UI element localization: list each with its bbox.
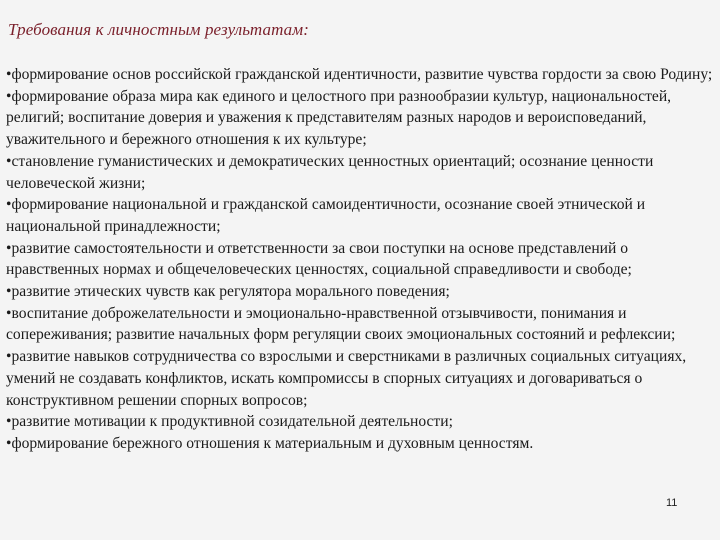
list-item-text: формирование основ российской гражданской идентичности, развитие чувства гордости за свою Родину; xyxy=(11,66,713,83)
list-item-text: развитие самостоятельности и ответственности за свои поступки на основе представлений о нравственных нормах и общечеловеческих ценностях, социальной справедливости и свободе; xyxy=(6,239,632,279)
bullet-icon: • xyxy=(6,413,12,431)
list-item-text: формирование образа мира как единого и целостного при разнообразии культур, национальностей, религий; воспитание доверия и уважения к представителям разных народов и вероисповеданий, уважительного и бережного отношения к их культуре; xyxy=(6,87,672,149)
bullet-icon: • xyxy=(6,304,12,322)
list-item xyxy=(6,238,714,281)
list-item xyxy=(6,281,714,303)
list-item xyxy=(6,433,714,455)
list-item xyxy=(6,346,714,411)
list-item xyxy=(6,411,714,433)
list-item-text: формирование бережного отношения к материальным и духовным ценностям. xyxy=(11,434,534,452)
list-item-text: развитие этических чувств как регулятора морального поведения; xyxy=(11,283,450,301)
bullet-icon: • xyxy=(6,283,12,301)
bullet-icon: • xyxy=(6,239,12,257)
bullet-icon: • xyxy=(6,348,12,366)
bullet-icon: • xyxy=(6,152,12,170)
list-item-text: развитие мотивации к продуктивной созидательной деятельности; xyxy=(11,413,453,431)
list-item-text: формирование национальной и гражданской самоидентичности, осознание своей этнической и национальной принадлежности; xyxy=(6,196,646,235)
list-item-text: становление гуманистических и демократических ценностных ориентаций; осознание ценности человеческой жизни; xyxy=(6,152,654,192)
list-item xyxy=(6,151,714,194)
requirements-list xyxy=(6,64,714,455)
slide-title: Требования к личностным результатам: xyxy=(8,20,309,39)
page-number: 11 xyxy=(666,497,678,509)
list-item xyxy=(6,194,714,237)
bullet-icon: • xyxy=(6,66,12,83)
list-item xyxy=(6,303,714,346)
list-item-text: развитие навыков сотрудничества со взрослыми и сверстниками в различных социальных ситуациях, умений не создавать конфликтов, искать компромиссы в спорных ситуациях и договариваться о конструктивном решении спорных вопросов; xyxy=(6,348,687,409)
list-item xyxy=(6,86,714,151)
bullet-icon: • xyxy=(6,434,12,452)
list-item-text: воспитание доброжелательности и эмоционально-нравственной отзывчивости, понимания и сопереживания; развитие начальных форм регуляции своих эмоциональных состояний и рефлексии; xyxy=(6,304,676,344)
bullet-icon: • xyxy=(6,196,12,214)
bullet-icon: • xyxy=(6,87,12,105)
list-item xyxy=(6,64,714,86)
